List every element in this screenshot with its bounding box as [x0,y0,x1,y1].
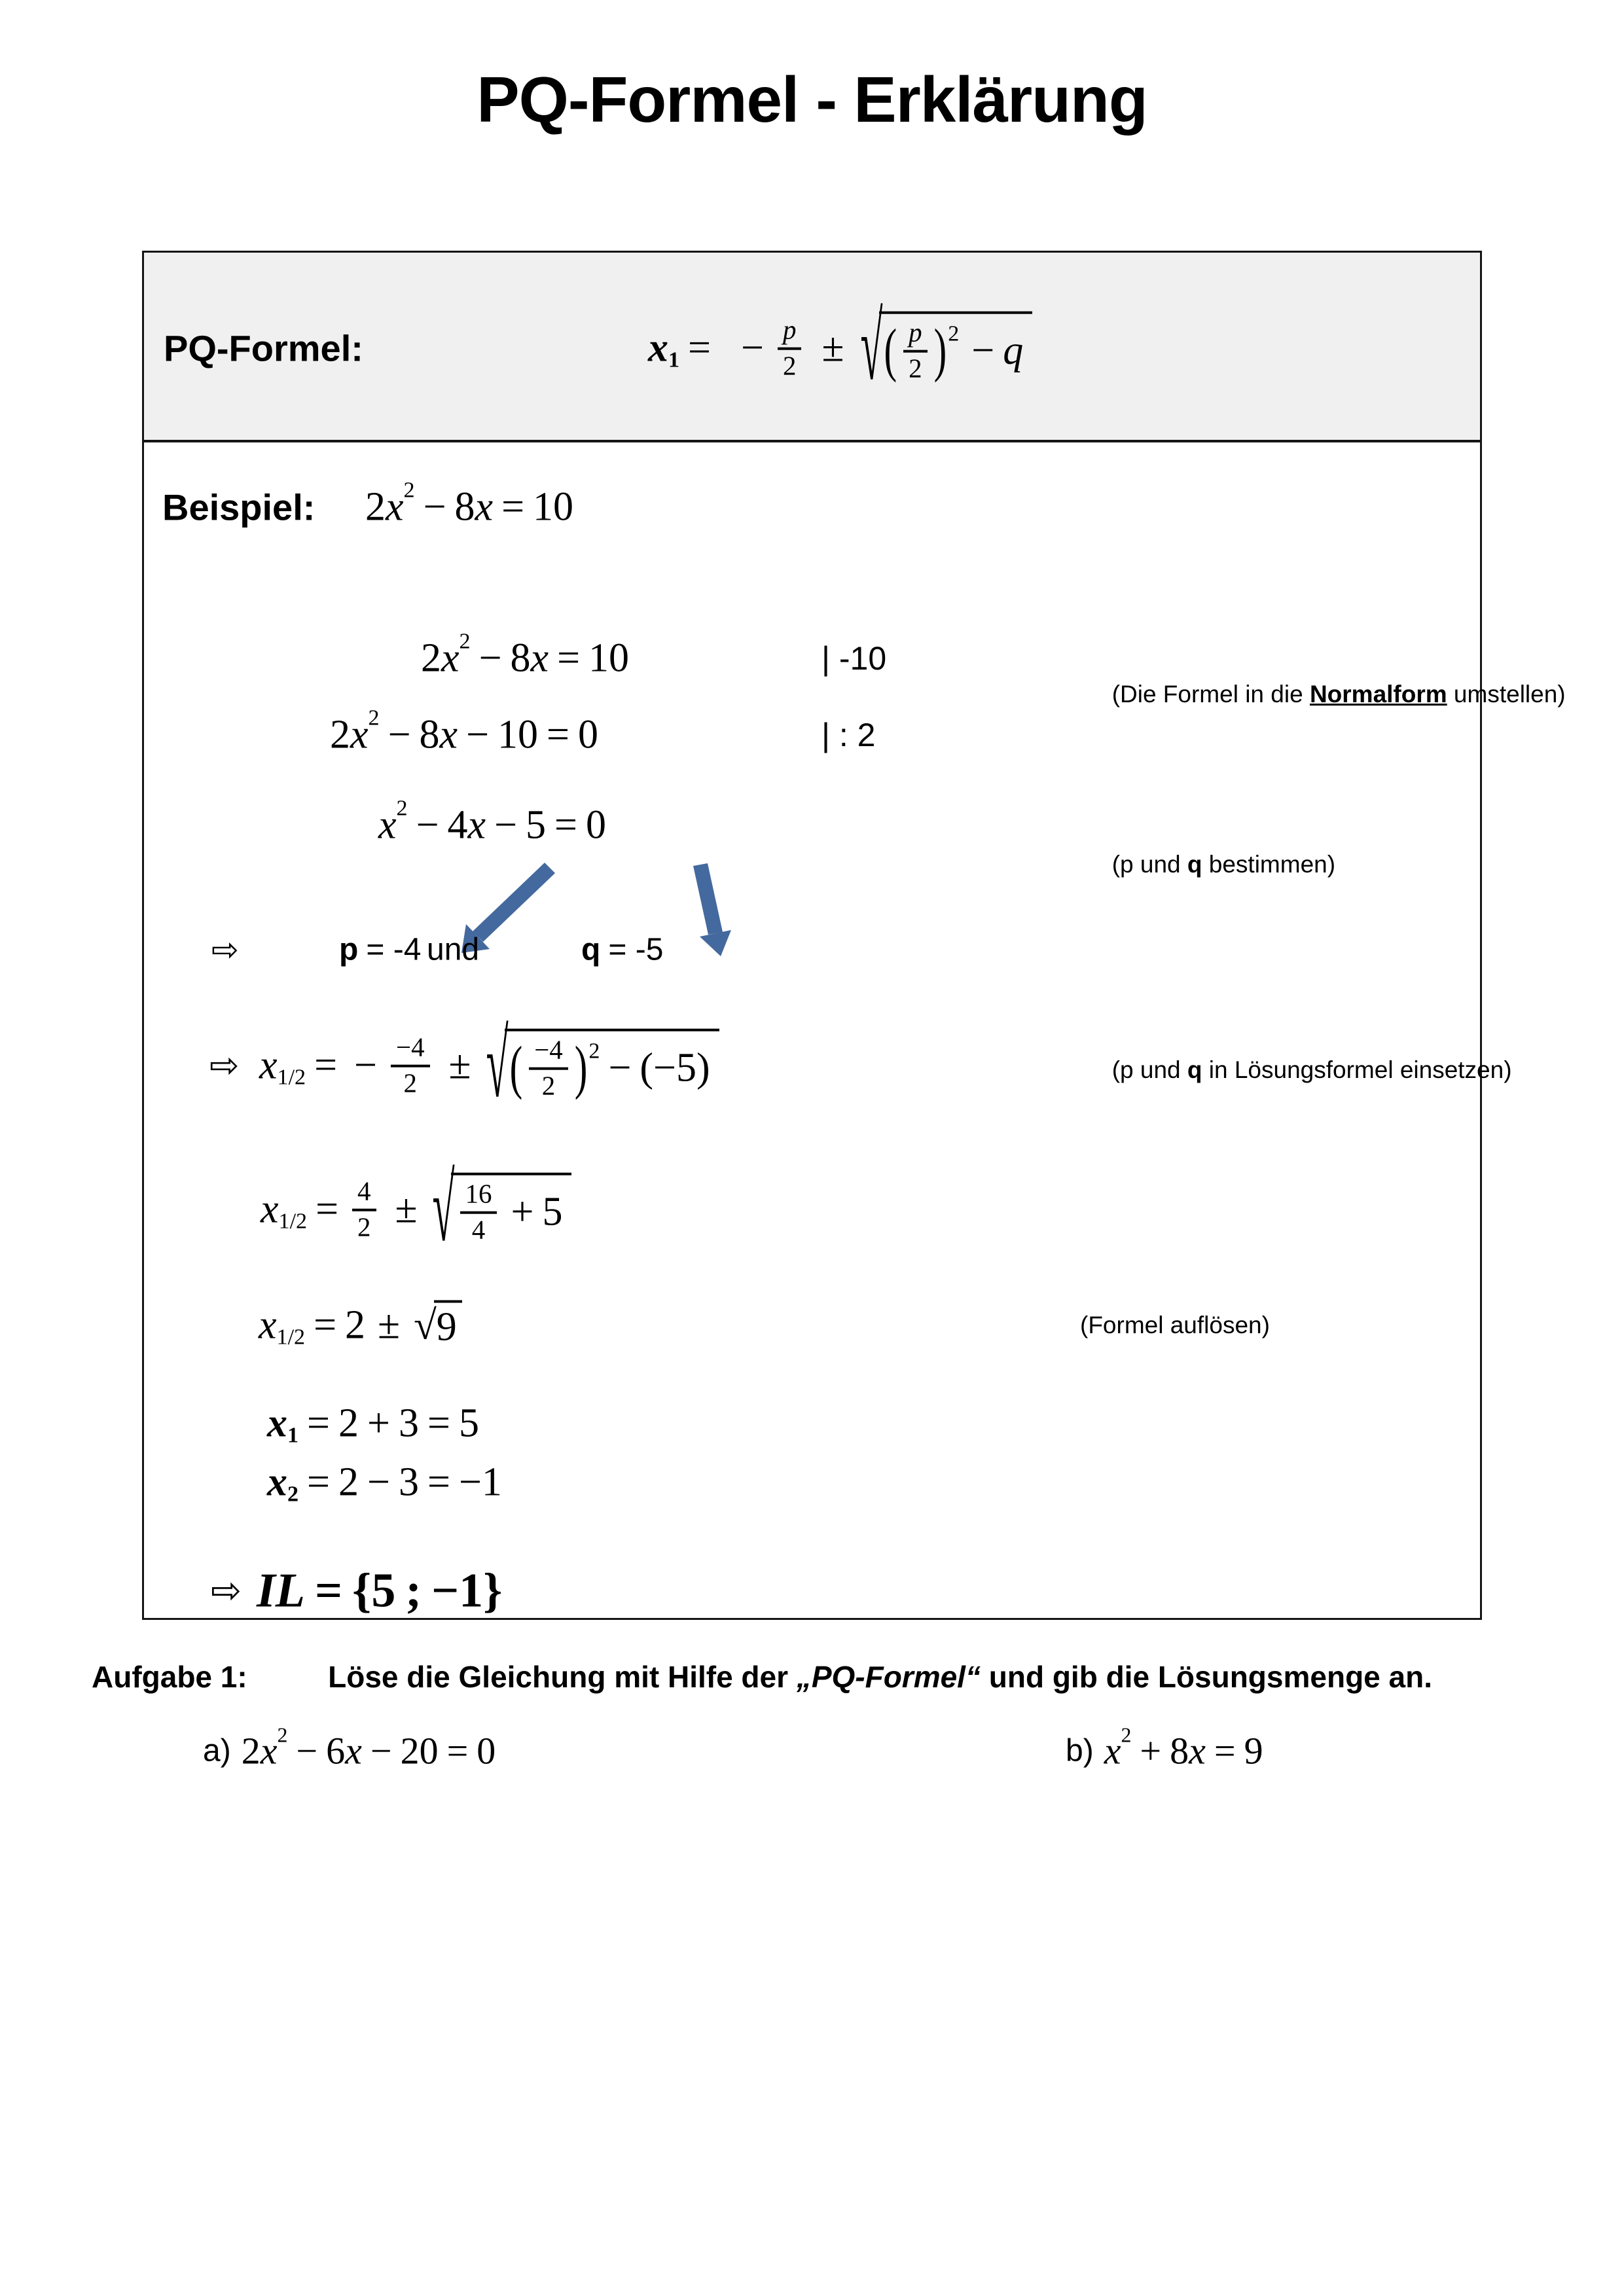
pq-formula-equation: x 1 = − $\frac{p}{2}$ ± √ ( p 2 ) 2 − q [648,312,1032,386]
step1-equation: 2 x 2 − 8 x = 10 [421,629,630,681]
annotation-einsetzen-post: in Lösungsformel einsetzen) [1202,1056,1512,1083]
annotation-einsetzen-bold: q [1187,1056,1202,1083]
pq-formula-row [144,253,1480,442]
annotation-bestimmen-bold: q [1187,851,1202,878]
annotation-bestimmen-post: bestimmen) [1202,851,1336,878]
solution-arrow-icon: ⇨ [211,1570,242,1612]
aufgabe-instruction-pre: Löse die Gleichung mit Hilfe der [328,1660,797,1694]
annotation-normalform-bold: Normalform [1309,681,1447,708]
step2-equation: 2 x 2 − 8 x − 10 = 0 [330,706,599,757]
q-value-text: = -5 [608,932,664,967]
annotation-bestimmen [1072,823,1335,906]
p-value [287,896,421,1004]
annotation-aufloesen: (Formel auflösen) [1080,1312,1270,1338]
solution-equation: IL = { 5 ; −1 } [257,1564,503,1618]
step3-equation: x 2 − 4 x − 5 = 0 [378,796,607,848]
step1-operation: | -10 [821,640,887,677]
result-arrow-icon: ⇨ [211,931,239,969]
arrow-to-q-icon [693,863,731,956]
aufgabe-instruction-post: und gib die Lösungsmenge an. [980,1660,1432,1694]
task-b-equation: x 2 + 8 x = 9 [1104,1723,1263,1772]
annotation-normalform-pre: (Die Formel in die [1111,681,1310,708]
beispiel-label: Beispiel: [162,486,316,528]
p-value-text: = -4 [366,932,422,967]
step4-arrow-icon: ⇨ [209,1045,240,1086]
content-box [142,251,1566,1620]
q-label: q [581,932,601,967]
step7-equation: x 1 = 2 + 3 = 5 [267,1401,479,1448]
page-title: PQ-Formel - Erklärung [477,63,1147,135]
task-b-label: b) [1066,1733,1094,1768]
annotation-bestimmen-pre: (p und [1111,851,1187,878]
annotation-normalform [1072,653,1566,736]
aufgabe-label: Aufgabe 1: [92,1660,247,1694]
beispiel-equation: 2 x 2 − 8 x = 10 [365,478,574,529]
pq-formula-label: PQ-Formel: [164,327,363,369]
step8-equation: x 2 = 2 − 3 = −1 [267,1460,502,1507]
task-a [203,1723,496,1773]
p-label: p [339,932,359,967]
aufgabe-instruction [295,1624,1432,1730]
q-value [529,896,663,1004]
task-b [1066,1723,1263,1773]
step5-equation: x 1/2 = $\frac{4}{2}$ ± √ 16 4 + 5 [261,1173,571,1247]
task-a-equation: 2 x 2 − 6 x − 20 = 0 [241,1723,496,1772]
task-a-label: a) [203,1733,231,1768]
annotation-normalform-post: umstellen) [1447,681,1566,708]
step6-equation: x 1/2 = 2 ± √ 9 [259,1300,462,1351]
step2-operation: | : 2 [821,717,876,753]
annotation-einsetzen [1072,1029,1512,1111]
annotation-einsetzen-pre: (p und [1111,1056,1187,1083]
step4-equation: x 1/2 = − $\frac{-4}{2}$ ± √ ( −4 2 ) 2 − (−5) [259,1029,719,1103]
aufgabe-instruction-italic: „PQ-Formel“ [796,1660,981,1694]
und-text: und [427,932,480,967]
